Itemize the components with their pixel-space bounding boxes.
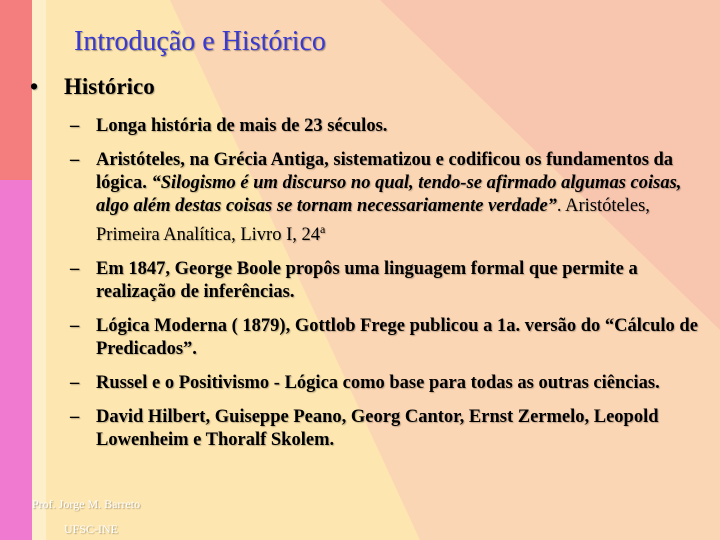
bullet-symbol: •	[30, 74, 39, 99]
history-list	[70, 115, 700, 463]
list-item	[70, 115, 700, 138]
list-item-text: Em 1847, George Boole propôs uma linguagem formal que permite a realização de inferências.	[96, 259, 638, 303]
list-item-text: Aristóteles, na Grécia Antiga, sistematizou e codificou os fundamentos da lógica.	[96, 150, 674, 193]
list-item	[70, 406, 700, 452]
dash-marker: –	[70, 259, 80, 280]
list-item-text: Russel e o Positivismo - Lógica como base para todas as outras ciências.	[96, 373, 660, 394]
list-item	[70, 315, 700, 361]
footer-institution: UFSC-INE	[64, 522, 119, 536]
bullet-heading-text: Histórico	[64, 74, 155, 99]
citation-text: . Aristóteles, Primeira Analítica, Livro I, 24	[96, 196, 650, 246]
footer-author: Prof. Jorge M. Barreto	[32, 497, 141, 511]
dash-marker: –	[70, 150, 80, 170]
list-item	[70, 372, 700, 395]
bullet-heading	[30, 74, 155, 100]
slide-title: Introdução e Histórico	[74, 26, 326, 57]
list-item	[70, 149, 700, 247]
dash-marker: –	[70, 116, 80, 136]
citation-superscript: a	[320, 222, 326, 236]
list-item	[70, 258, 700, 304]
dash-marker: –	[70, 407, 80, 428]
list-item-text: David Hilbert, Guiseppe Peano, Georg Cantor, Ernst Zermelo, Leopold Lowenheim e Thoralf Skolem.	[96, 407, 659, 451]
list-item-text: Lógica Moderna ( 1879), Gottlob Frege publicou a 1a. versão do “Cálculo de Predicados”.	[96, 316, 698, 360]
dash-marker: –	[70, 373, 80, 394]
dash-marker: –	[70, 316, 80, 337]
list-item-text: Longa história de mais de 23 séculos.	[96, 116, 388, 136]
syllogism-quote: “Silogismo é um discurso no qual, tendo-se afirmado algumas coisas, algo além destas coisas se tornam necessariamente verdade”	[96, 173, 682, 216]
